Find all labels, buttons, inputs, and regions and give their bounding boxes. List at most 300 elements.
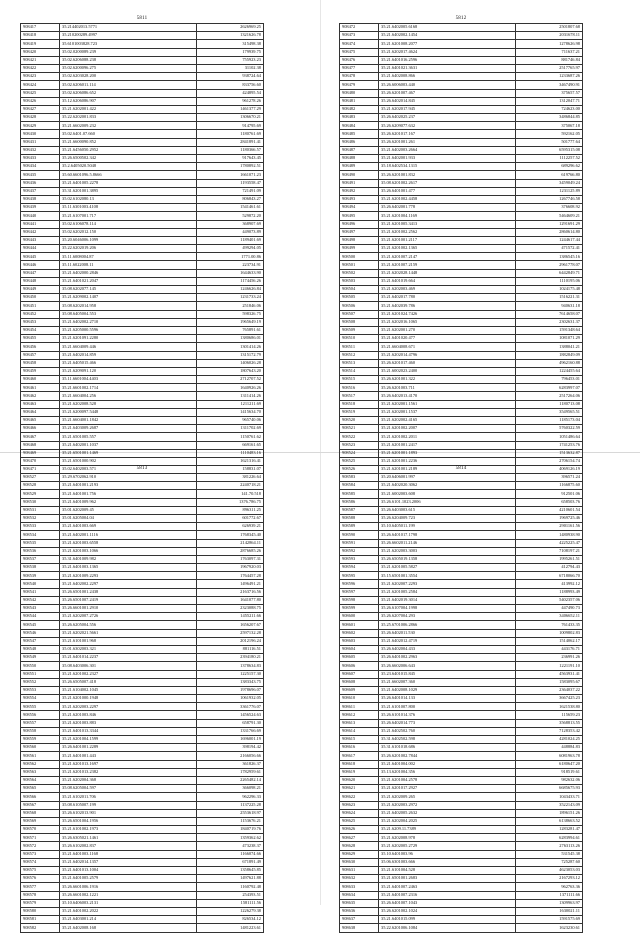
row-id: 908522 [340,433,379,441]
table-row [21,662,264,670]
row-code: 35.08.6403006.301 [60,662,197,670]
row-amount: 2961778.07 [516,261,583,269]
row-id: 908597 [340,588,379,596]
row-amount: 938724.64 [197,73,264,81]
row-id: 908533 [21,523,60,531]
row-id: 908595 [340,572,379,580]
row-amount: 6442849.71 [516,269,583,277]
row-code: 35.26.6505007.418 [60,678,197,686]
row-id: 908418 [21,32,60,40]
table-row [21,187,264,195]
row-code: 35.21.6202004.368 [60,776,197,784]
row-code: 35.21.6402002.1454 [379,32,516,40]
row-amount: 6595315.08 [516,146,583,154]
row-id: 908436 [21,179,60,187]
table-row [21,785,264,793]
table-row [340,891,583,899]
row-code: 35.21.6401001.756 [60,490,197,498]
row-code: 35.26.6101014.376 [379,711,516,719]
row-amount: 826534.12 [197,916,264,924]
table-row [21,736,264,744]
row-code: 35.08.6202014.958 [60,302,197,310]
table-row [21,719,264,727]
row-amount: 2394180.21 [197,654,264,662]
row-id: 908578 [21,891,60,899]
row-code: 35.21.6401003.669 [60,523,197,531]
row-amount: 2364037.22 [516,686,583,694]
row-code: 35.21.6401005.2579 [60,875,197,883]
row-code: 35.21.6201024.7426 [379,310,516,318]
row-code: 35.26.6401001.477 [379,187,516,195]
row-amount: 1244617.44 [516,236,583,244]
row-code: 35.02.0200089.239 [60,48,197,56]
row-amount: 1513632.87 [516,449,583,457]
table-row [340,547,583,555]
row-code: 35.21.6201002.1365 [379,245,516,253]
row-id: 908419 [21,40,60,48]
row-id: 908592 [340,547,379,555]
row-code: 35.21.6201007.2147 [379,253,516,261]
row-id: 908622 [340,793,379,801]
table-row [21,498,264,506]
row-code: 35.26.6201001.832 [379,171,516,179]
row-code: 35.21.6101002.1973 [60,826,197,834]
table-row [340,367,583,375]
row-id: 908612 [340,711,379,719]
row-code: 35.21.6201004.2578 [379,776,516,784]
table-row [340,286,583,294]
row-id: 908569 [21,817,60,825]
table-row [21,744,264,752]
table-row [340,236,583,244]
table-row [340,490,583,498]
row-id: 908492 [340,187,379,195]
row-amount: 447490.73 [516,605,583,613]
table-row [340,130,583,138]
row-id: 908599 [340,605,379,613]
row-code: 35.21.6202016.1065 [379,318,516,326]
row-code: 35.21.6401021.3631 [379,64,516,72]
table-row [21,867,264,875]
row-amount: 711637.21 [516,48,583,56]
row-id: 908504 [340,286,379,294]
table-row [21,195,264,203]
row-code: 35.21.6402005.6168 [379,24,516,32]
row-id: 908596 [340,580,379,588]
row-id: 908570 [21,826,60,834]
row-id: 908615 [340,736,379,744]
table-row [21,204,264,212]
row-code: 35.21.6401015.099 [379,916,516,924]
table-row [340,326,583,334]
row-code: 35.21.6600090.852 [60,138,197,146]
row-amount: 412794.43 [516,564,583,572]
table-row [21,64,264,72]
table-row [340,752,583,760]
row-amount: 1283281.47 [516,826,583,834]
table-row [340,850,583,858]
table-row [340,392,583,400]
row-amount: 5464609.21 [516,212,583,220]
row-amount: 449073.89 [197,228,264,236]
row-id: 908508 [340,318,379,326]
row-amount: 529872.20 [197,212,264,220]
row-id: 908518 [340,400,379,408]
table-row [340,629,583,637]
row-code: 35.21.6401009.962 [60,498,197,506]
row-code: 35.21.6202002.4165 [379,417,516,425]
table-row [21,875,264,883]
table-row [21,850,264,858]
table-row [340,531,583,539]
row-id: 908523 [340,441,379,449]
table-row [340,81,583,89]
row-amount: 1583095.67 [516,678,583,686]
row-code: 35.21.6401019.664 [379,277,516,285]
row-amount: 1696001.19 [197,736,264,744]
row-code: 35.21.6401021.2047 [60,277,197,285]
row-amount: 724623.00 [516,105,583,113]
row-amount: 368907.69 [197,220,264,228]
row-amount: 1644633.90 [197,269,264,277]
row-amount: 1376.786.75 [197,498,264,506]
row-amount: 471572.41 [516,245,583,253]
table-row [340,449,583,457]
table-row [21,105,264,113]
row-code: 35.31.6402502.598 [379,736,516,744]
row-amount: 375067.18 [516,122,583,130]
table-row [21,686,264,694]
row-code: 35.22.6202019.206 [60,245,197,253]
row-amount: 658791.30 [197,719,264,727]
row-id: 908541 [21,588,60,596]
row-code: 35.12.6206086.907 [60,97,197,105]
table-row [21,294,264,302]
row-id: 908571 [21,834,60,842]
row-id: 908602 [340,629,379,637]
row-code: 35.26.6401014.133 [379,695,516,703]
table-row [340,613,583,621]
table-row [21,408,264,416]
row-id: 908628 [340,842,379,850]
row-amount: 4563931.41 [516,670,583,678]
table-row [21,678,264,686]
row-id: 908520 [340,417,379,425]
row-code: 35.02.6206088.238 [60,56,197,64]
row-amount: 2240718.21 [197,482,264,490]
row-id: 908610 [340,695,379,703]
row-id: 908513 [340,359,379,367]
table-row [340,670,583,678]
row-id: 908559 [21,736,60,744]
row-code: 35.21.6202009.265 [379,793,516,801]
row-code: 35.21.6401007.2463 [379,883,516,891]
row-id: 908429 [21,122,60,130]
table-row [340,817,583,825]
row-id: 908423 [21,73,60,81]
row-amount: 1231125.89 [516,187,583,195]
row-code: 35.21.6402003.2664 [379,146,516,154]
table-row [340,506,583,514]
row-amount: 1166074.66 [197,850,264,858]
row-amount: 961278.26 [197,97,264,105]
row-id: 908431 [21,138,60,146]
table-row [21,114,264,122]
table-row [21,474,264,482]
row-amount: 881746.84 [516,56,583,64]
row-code: 35.10.6406003.2131 [60,899,197,907]
row-amount: 254393.51 [197,891,264,899]
row-id: 908548 [21,645,60,653]
row-code: 35.21.6201013.1697 [60,760,197,768]
table-row [21,335,264,343]
row-id: 908472 [340,24,379,32]
row-amount: 3667425.23 [516,695,583,703]
table-row [340,858,583,866]
row-id: 908446 [21,261,60,269]
row-amount: 1967920.03 [197,564,264,572]
row-amount: 765891.61 [197,326,264,334]
row-amount: 443176.71 [516,645,583,653]
table-row [21,596,264,604]
row-code: 35.26.6501007.2419 [60,596,197,604]
row-code: 35.21.6209002.1407 [60,294,197,302]
row-amount: 31102.38 [197,64,264,72]
row-id: 908600 [340,613,379,621]
row-id: 908577 [21,883,60,891]
row-code: 35.21.6403001.214 [60,916,197,924]
row-amount: 3549565.51 [516,408,583,416]
row-id: 908585 [340,490,379,498]
table-row [340,793,583,801]
row-amount: 531545.38 [516,850,583,858]
row-id: 908453 [21,318,60,326]
row-id: 908422 [21,64,60,72]
row-code: 35.21.6401016.2596 [379,56,516,64]
row-id: 908482 [340,105,379,113]
table-row [340,122,583,130]
row-amount: 4225225.47 [516,539,583,547]
row-amount: 2167293.12 [516,875,583,883]
table-row [21,531,264,539]
row-amount: 1150761.62 [197,433,264,441]
row-amount: 1882849.09 [516,351,583,359]
row-amount: 1768345.40 [197,531,264,539]
row-code: 35.20.6046006.1099 [60,236,197,244]
row-id: 908636 [340,907,379,915]
row-amount: 1415634.70 [197,408,264,416]
row-amount: 1312047.71 [516,97,583,105]
row-amount: 2597132.28 [197,629,264,637]
row-id: 908626 [340,826,379,834]
row-code: 35.02.6206086.652 [60,89,197,97]
row-id: 908442 [21,228,60,236]
page-title: 5812 [455,16,467,21]
row-amount: 1771.00.86 [197,253,264,261]
row-amount: 3467490.91 [516,81,583,89]
table-row [21,858,264,866]
row-amount: 1896151.26 [516,809,583,817]
table-row [21,269,264,277]
table-row [340,588,583,596]
row-amount: 1807643.20 [197,367,264,375]
row-code: 35.214402013.5771 [60,24,197,32]
row-amount: 833756.60 [197,81,264,89]
table-row [21,48,264,56]
table-row [340,596,583,604]
row-id: 908547 [21,637,60,645]
row-id: 908424 [21,81,60,89]
row-code: 35.26.6102002.837 [60,842,197,850]
table-row [21,490,264,498]
table-row [21,809,264,817]
table-row [21,392,264,400]
row-id: 908538 [21,564,60,572]
row-amount: 1514062.17 [516,637,583,645]
row-code: 35.08.6405004.553 [60,310,197,318]
row-amount: 671891.49 [197,858,264,866]
row-code: 35.02.6203028.200 [60,73,197,81]
row-code: 35.21.6402008.1029 [379,686,516,694]
row-amount: 1153676.21 [197,817,264,825]
table-row [21,776,264,784]
table-row [21,326,264,334]
row-id: 908576 [21,875,60,883]
row-id: 908618 [340,760,379,768]
row-amount: 7614658.07 [516,310,583,318]
row-amount: 1233687.26 [516,73,583,81]
row-code: 35.26.6602006.643 [379,662,516,670]
table-row [340,48,583,56]
row-id: 908450 [21,294,60,302]
row-code: 35.21.6200097.5448 [60,408,197,416]
table-row [340,539,583,547]
row-code: 35.21.6202003.3003 [379,547,516,555]
row-amount: 1309963.97 [516,899,583,907]
row-amount: 1180761.69 [197,130,264,138]
row-code: 35.13.6201004.356 [379,768,516,776]
row-code: 35.02.6102080.13 [60,195,197,203]
row-id: 908580 [21,907,60,915]
table-row [21,506,264,514]
table-row [21,752,264,760]
row-id: 908481 [340,97,379,105]
row-id: 908591 [340,539,379,547]
row-code: 35.11.6301003.4108 [60,204,197,212]
row-code: 35.21.6201002.2011 [379,433,516,441]
table-row [340,105,583,113]
row-id: 908540 [21,580,60,588]
row-id: 908464 [21,408,60,416]
row-id: 908633 [340,883,379,891]
table-row [21,56,264,64]
row-amount: 1359362.62 [197,834,264,842]
row-code: 35.21.6104002.1045 [60,686,197,694]
table-row [340,302,583,310]
row-id: 908495 [340,212,379,220]
row-id: 908477 [340,64,379,72]
row-id: 908553 [21,686,60,694]
row-code: 35.21.6601002.1714 [60,384,197,392]
row-id: 908558 [21,727,60,735]
row-code: 35.01.6302003.321 [60,645,197,653]
row-code: 35.21.6107001.717 [60,212,197,220]
table-row [21,277,264,285]
table-row [340,204,583,212]
row-code: 35.26.6006003.440 [379,81,516,89]
row-code: 35.26.6401002.2963 [379,654,516,662]
table-row [340,768,583,776]
row-id: 908459 [21,367,60,375]
row-amount: 1780892.51 [197,163,264,171]
row-amount: 398194.42 [197,744,264,752]
row-amount: 6081963.78 [516,752,583,760]
row-amount: 6138663.52 [516,817,583,825]
page-title: 5811 [136,16,148,21]
row-id: 908605 [340,654,379,662]
row-code: 35.26.6207004.293 [379,613,516,621]
row-id: 908594 [340,564,379,572]
table-row [340,433,583,441]
row-id: 908544 [21,613,60,621]
row-code: 35.26.6402025.237 [379,114,516,122]
row-code: 35.21.6401007.2316 [379,891,516,899]
row-amount: 4962160.88 [516,359,583,367]
row-code: 35.21.6002003.608 [379,490,516,498]
row-code: 35.21.6201002.4458 [379,195,516,203]
row-id: 908421 [21,56,60,64]
table-row [340,564,583,572]
row-amount: 1009802.83 [516,629,583,637]
row-amount: 1383343.75 [197,678,264,686]
table-row [21,122,264,130]
table-row [340,441,583,449]
row-id: 908516 [340,384,379,392]
row-code: 35.18.6402534.1315 [379,163,516,171]
row-amount: 1110483.16 [197,449,264,457]
table-row [340,40,583,48]
row-code: 35.06.6301003.666 [379,858,516,866]
row-id: 908493 [340,195,379,203]
row-amount: 1024175.48 [516,286,583,294]
row-id: 908555 [21,703,60,711]
row-id: 908451 [21,302,60,310]
row-id: 908454 [21,326,60,334]
row-amount: 424895.54 [197,89,264,97]
table-row [340,384,583,392]
row-code: 35.22.6201006.1084 [379,924,516,932]
row-code: 35.21.6402008.866 [379,73,516,81]
table-row [21,482,264,490]
row-id: 908557 [21,719,60,727]
row-id: 908623 [340,801,379,809]
row-id: 908586 [340,498,379,506]
table-row [340,187,583,195]
row-id: 908490 [340,171,379,179]
row-id: 908417 [21,24,60,32]
row-id: 908488 [340,155,379,163]
table-row [21,425,264,433]
table-row [21,73,264,81]
table-row [340,842,583,850]
row-code: 35.21.6201091.2280 [60,335,197,343]
row-code: 35.21.6201002.2562 [379,228,516,236]
row-code: 35.21.6101001.968 [60,637,197,645]
row-id: 908468 [21,441,60,449]
row-amount: 6685675.93 [516,785,583,793]
row-code: 35.26.6102013.901 [60,809,197,817]
row-id: 908438 [21,195,60,203]
